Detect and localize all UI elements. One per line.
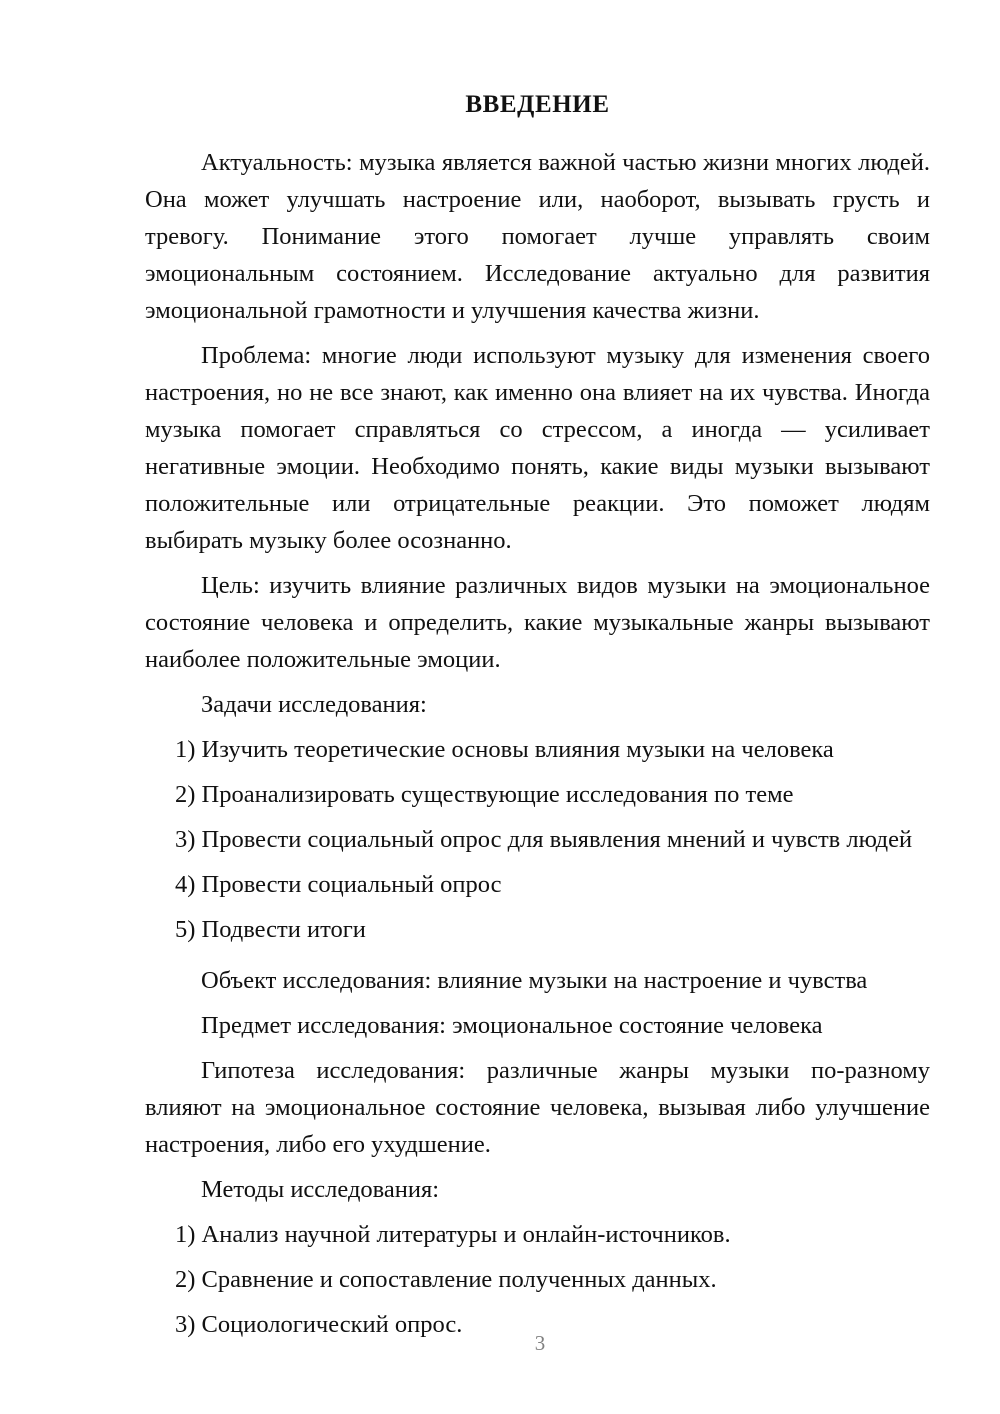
paragraph-object: Объект исследования: влияние музыки на настроение и чувства (201, 967, 868, 994)
list-item: 1) Изучить теоретические основы влияния музыки на человека (175, 736, 834, 763)
paragraph-hypothesis: Гипотеза исследования: различные жанры музыки по-разному влияют на эмоциональное состояние человека, вызывая либо улучшение настроения, либо его ухудшение. (145, 1057, 930, 1158)
list-item: 5) Подвести итоги (175, 916, 366, 943)
paragraph-goal: Цель: изучить влияние различных видов музыки на эмоциональное состояние человека и определить, какие музыкальные жанры вызывают наиболее положительные эмоции. (145, 572, 930, 673)
list-item: 2) Сравнение и сопоставление полученных данных. (175, 1266, 717, 1293)
list-item: 3) Провести социальный опрос для выявления мнений и чувств людей (175, 826, 913, 853)
list-item: 3) Социологический опрос. (175, 1311, 463, 1338)
paragraph-relevance: Актуальность: музыка является важной частью жизни многих людей. Она может улучшать настроение или, наоборот, вызывать грусть и тревогу. Понимание этого помогает лучше управлять своим эмоциональным состоянием. Исследование актуально для развития эмоциональной грамотности и улучшения качества жизни. (145, 149, 930, 324)
list-item: 2) Проанализировать существующие исследования по теме (175, 781, 794, 808)
methods-list (145, 1216, 930, 1343)
tasks-list (145, 731, 930, 948)
tasks-heading: Задачи исследования: (201, 691, 427, 718)
page-number: 3 (534, 1331, 546, 1355)
page-title: ВВЕДЕНИЕ (465, 91, 610, 118)
list-item: 4) Провести социальный опрос (175, 871, 502, 898)
paragraph-problem: Проблема: многие люди используют музыку для изменения своего настроения, но не все знают, как именно она влияет на их чувства. Иногда музыка помогает справляться со стрессом, а иногда — усиливает негативные эмоции. Необходимо понять, какие виды музыки вызывают положительные или отрицательные реакции. Это поможет людям выбирать музыку более осознанно. (145, 342, 930, 554)
document-body (145, 88, 930, 1351)
list-item: 1) Анализ научной литературы и онлайн-источников. (175, 1221, 731, 1248)
paragraph-subject: Предмет исследования: эмоциональное состояние человека (201, 1012, 823, 1039)
methods-heading: Методы исследования: (201, 1176, 440, 1203)
